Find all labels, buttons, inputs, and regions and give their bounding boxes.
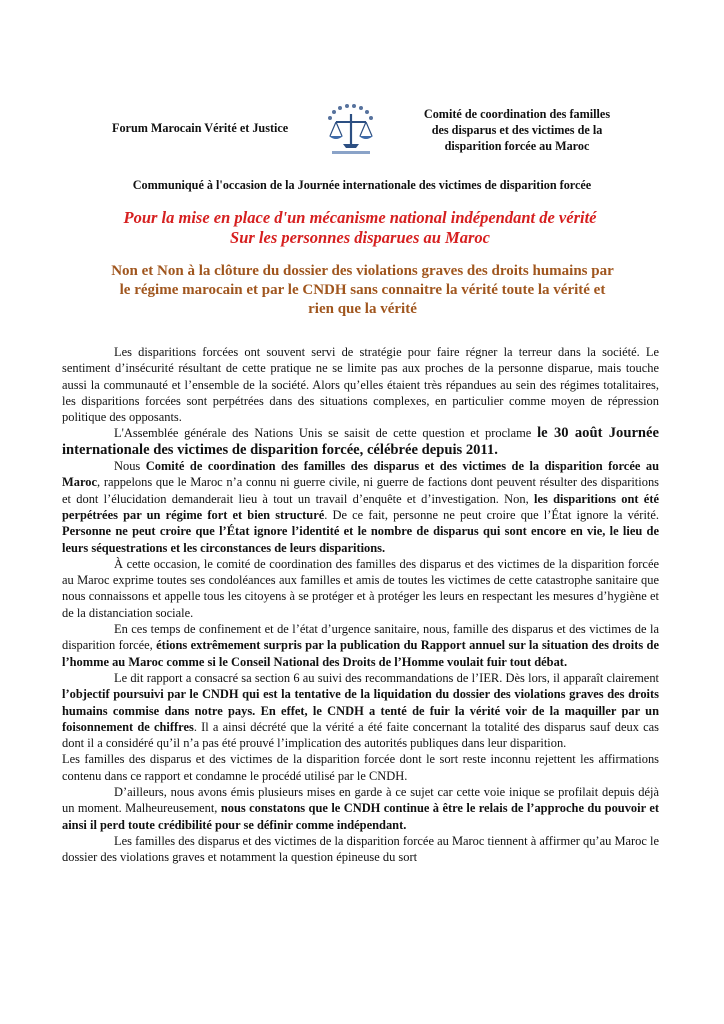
paragraph-6-text-b: . Il a ainsi décrété que la vérité a été faite concernant la totalité des disparus sauf deux cas dont il a considéré qu’il n’a pas été prouvé l’implication des autorités publiques dans leur disparition.: [62, 719, 659, 751]
paragraph-3: [62, 458, 659, 556]
committee-name-line-1: Comité de coordination des familles: [423, 107, 611, 121]
document-subtitle: [60, 262, 665, 319]
forum-organization-name: Forum Marocain Vérité et Justice: [112, 121, 289, 135]
committee-organization-name: [412, 106, 622, 154]
paragraph-5: [62, 621, 659, 670]
committee-name-line-3: disparition forcée au Maroc: [444, 139, 590, 153]
paragraph-2: [62, 425, 659, 458]
paragraph-2-bold: le 30 août Journée internationale des victimes de disparition forcée, célébrée depuis 2011.: [62, 425, 659, 458]
paragraph-6-text-a: Le dit rapport a consacré sa section 6 au suivi des recommandations de l’IER. Dès lors, il apparaît clairement: [114, 670, 659, 685]
subtitle-line-1: Non et Non à la clôture du dossier des violations graves des droits humains par: [111, 263, 614, 279]
paragraph-6-bold: l’objectif poursuivi par le CNDH qui est la tentative de la liquidation du dossier des violations graves des droits humains commise dans notre pays. En effet, le CNDH a tenté de fuir la vérité voir de la maquiller par un foisonnement de chiffres: [62, 687, 659, 734]
paragraph-5-bold: étions extrêmement surpris par la publication du Rapport annuel sur la situation des droits de l’homme au Maroc comme si le Conseil National des Droits de l’Homme voulait fuir tout débat.: [62, 638, 659, 669]
paragraph-3-text-b: , rappelons que le Maroc n’a connu ni guerre civile, ni guerre de factions dont peuvent résulter des disparitions et dont l’élucidation demanderait lieu à tout un travail d’enquête et d’investigation. Non,: [62, 475, 659, 506]
paragraph-3-text-a: Nous: [114, 459, 146, 474]
title-line-2: Sur les personnes disparues au Maroc: [230, 228, 490, 247]
document-body: [62, 344, 659, 866]
paragraph-3-text-c: . De ce fait, personne ne peut croire que l’État ignore la vérité.: [324, 507, 659, 522]
paragraph-3-bold-c: Personne ne peut croire que l’État ignore l’identité et le nombre de disparus qui sont encore en vie, le lieu de leurs séquestrations et les circonstances de leurs disparitions.: [62, 524, 659, 555]
paragraph-7: Les familles des disparus et des victimes de la disparition forcée dont le sort reste inconnu rejettent les affirmations contenu dans ce rapport et condamne le procédé utilisé par le CNDH.: [62, 752, 659, 783]
paragraph-8: [62, 784, 659, 833]
paragraph-5-text: En ces temps de confinement et de l’état d’urgence sanitaire, nous, famille des disparus et des victimes de la disparition forcée,: [62, 622, 659, 653]
paragraph-6: [62, 670, 659, 751]
paragraph-4: À cette occasion, le comité de coordination des familles des disparus et des victimes de la disparition forcée au Maroc exprime toutes ses condoléances aux familles et amis de toutes les victimes de cette catastrophe sanitaire que nous connaissons et appelle tous les citoyens à se protéger et à protéger les leurs en respectant les mesures d’hygiène et de la distanciation sociale.: [62, 556, 659, 620]
paragraph-1: Les disparitions forcées ont souvent servi de stratégie pour faire régner la terreur dans la société. Le sentiment d’insécurité résultant de cette pratique ne se limite pas aux proches de la personne disparue, mais touche aussi la communauté et l’ensemble de la société. Alors qu’elles étaient très répandues au sein des régimes totalitaires, les disparitions forcées sont perpétrées dans des situations complexes, en particulier comme moyen de répression politique des opposants.: [62, 345, 659, 425]
paragraph-8-text: D’ailleurs, nous avons émis plusieurs mises en garde à ce sujet car cette voie inique se profilait depuis déjà un moment. Malheureusement,: [62, 785, 659, 816]
paragraph-3-bold-a: Comité de coordination des familles des disparus et des victimes de la disparition forcée au Maroc: [62, 459, 659, 490]
subtitle-line-3: rien que la vérité: [308, 301, 417, 317]
committee-name-line-2: des disparus et des victimes de la: [431, 123, 603, 137]
subtitle-line-2: le régime marocain et par le CNDH sans connaitre la vérité toute la vérité et: [119, 282, 606, 298]
committee-logo-icon: [318, 100, 384, 160]
document-title: [60, 208, 660, 248]
paragraph-9: Les familles des disparus et des victimes de la disparition forcée au Maroc tiennent à affirmer qu’au Maroc le dossier des violations graves et notamment la question épineuse du sort: [62, 833, 659, 865]
title-line-1: Pour la mise en place d'un mécanisme national indépendant de vérité: [123, 208, 597, 227]
paragraph-3-bold-b: les disparitions ont été perpétrées par un régime fort et bien structuré: [62, 491, 659, 522]
paragraph-2-text: L'Assemblée générale des Nations Unis se saisit de cette question et proclame: [114, 426, 538, 441]
communique-heading: Communiqué à l'occasion de la Journée internationale des victimes de disparition forcée: [132, 178, 592, 192]
paragraph-8-bold: nous constatons que le CNDH continue à être le relais de l’approche du pouvoir et ainsi il perd toute crédibilité pour se définir comme indépendant.: [62, 801, 659, 832]
